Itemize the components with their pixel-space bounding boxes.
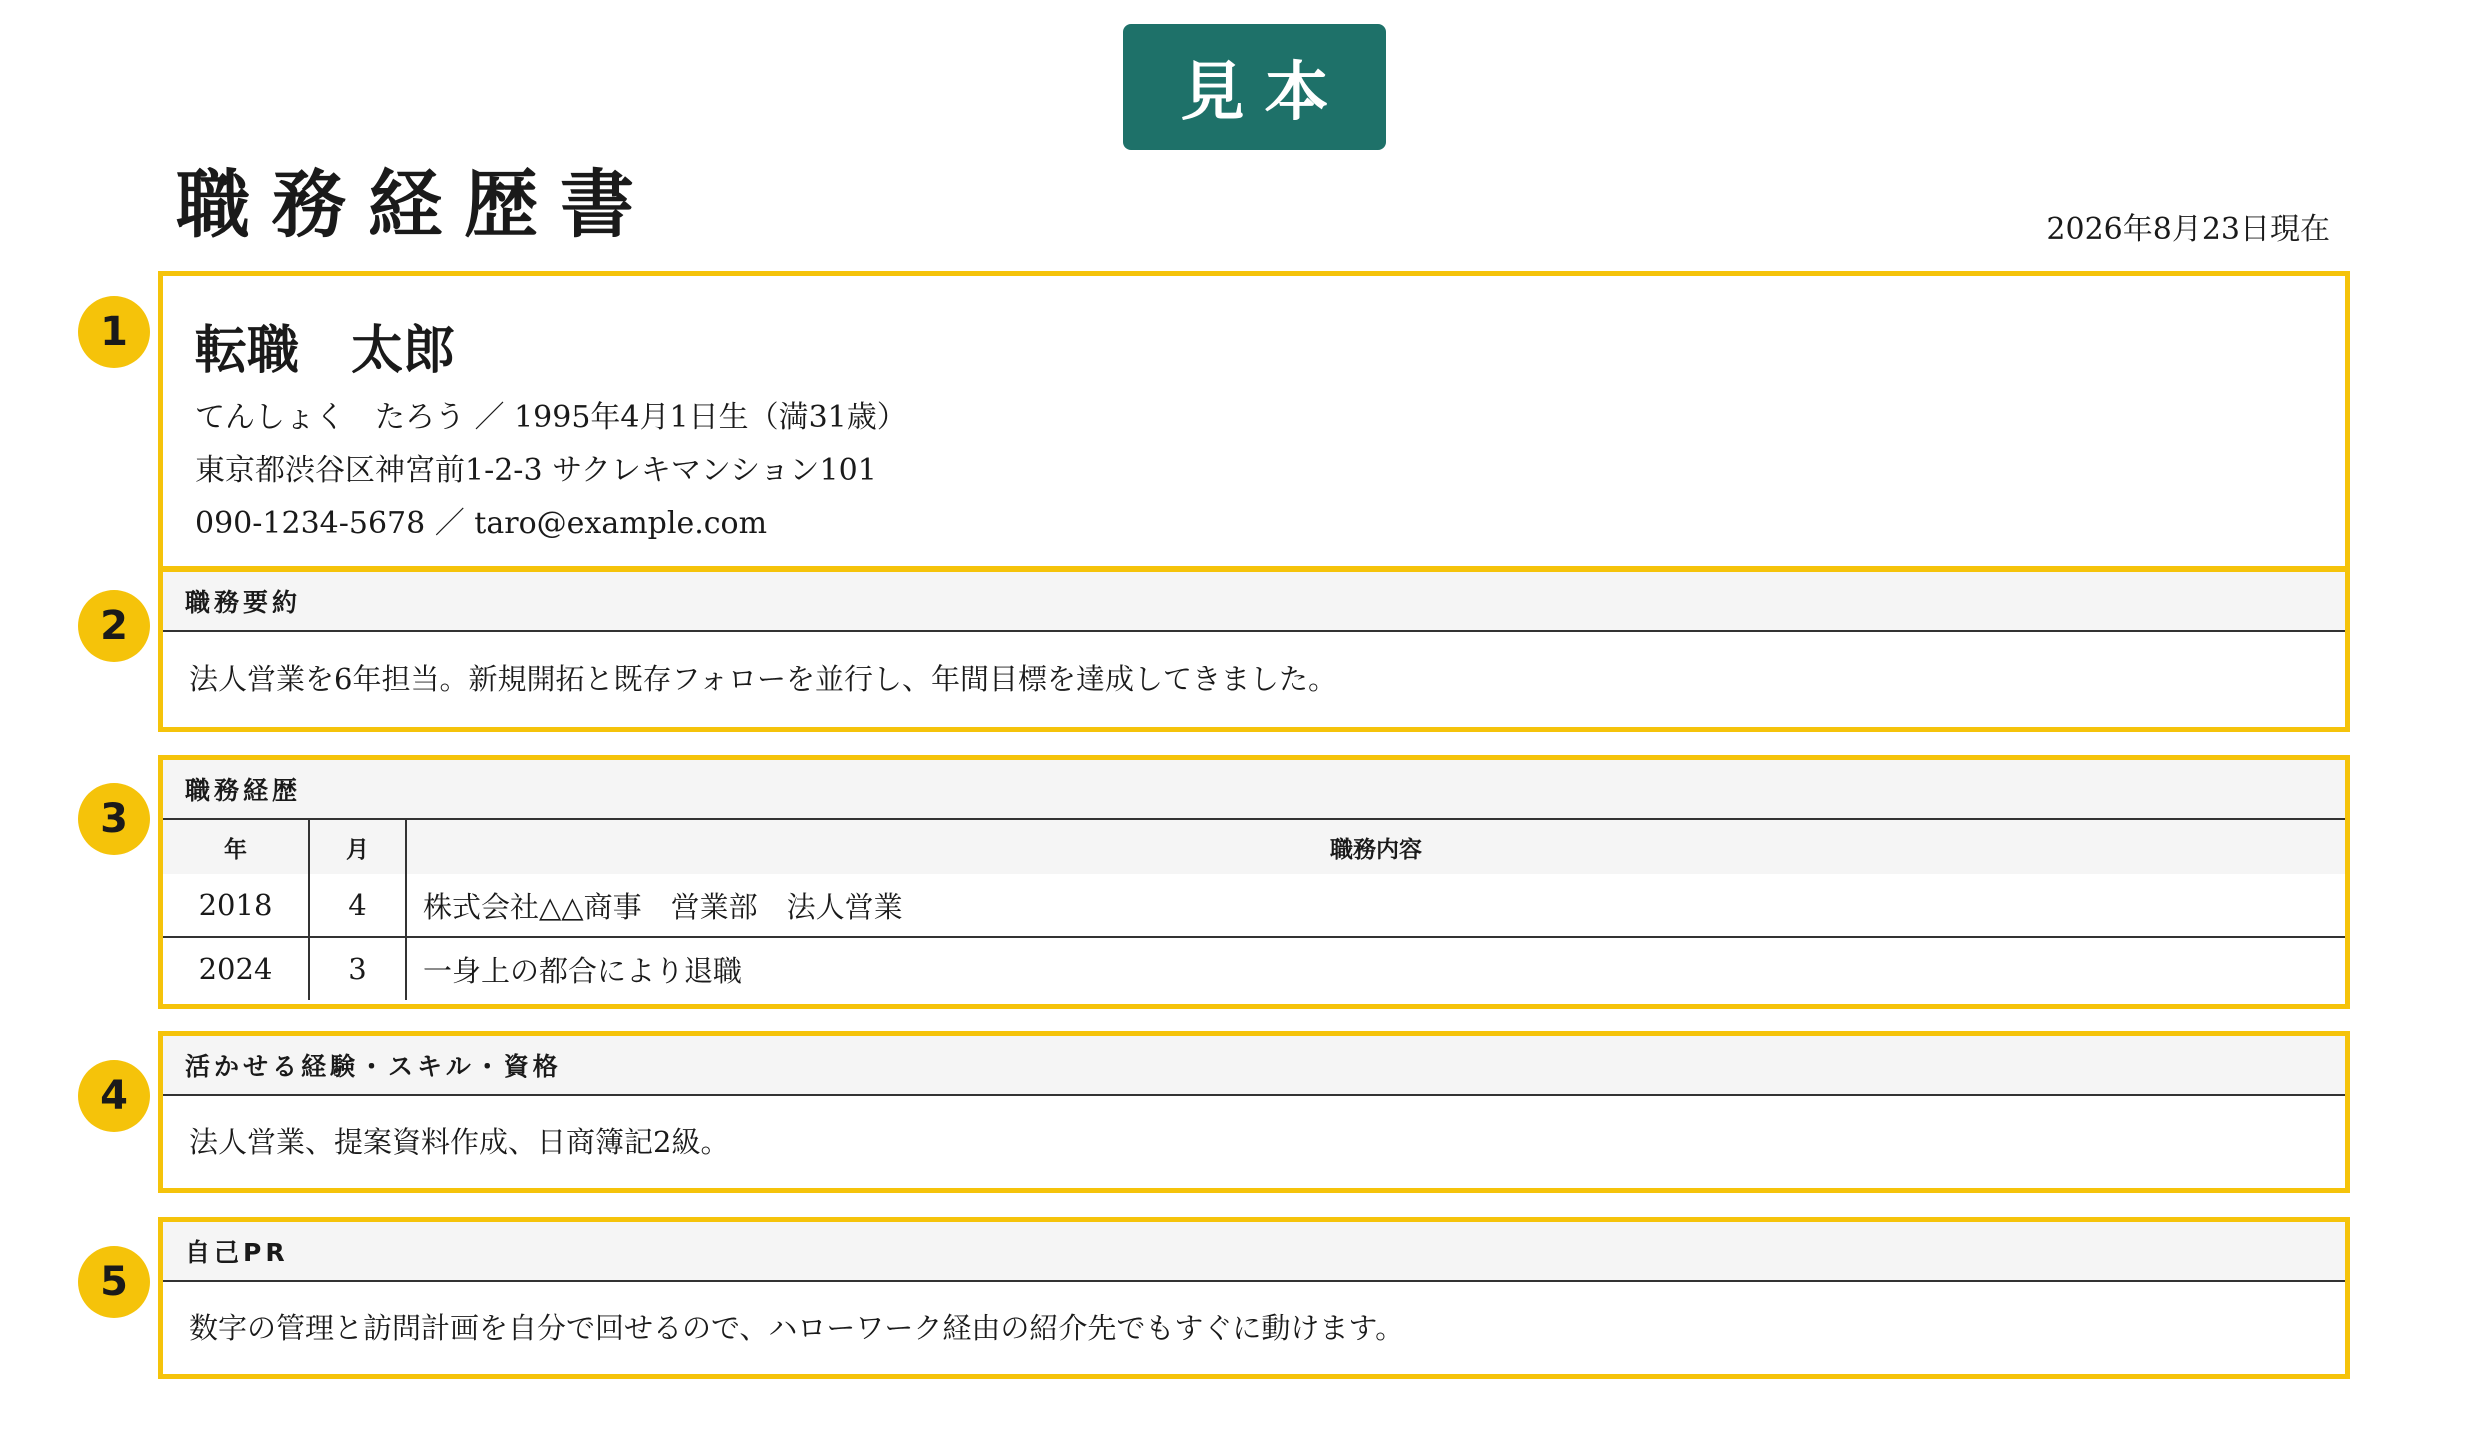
sample-stamp: 見本 [1123,24,1386,150]
summary-heading: 職務要約 [163,572,2345,632]
skills-text: 法人営業、提案資料作成、日商簿記2級。 [189,1124,730,1159]
cell-month: 4 [309,874,406,937]
as-of-date: 2026年8月23日現在 [2046,212,2330,247]
cell-year: 2018 [163,874,309,937]
section-number-badge-2: 2 [78,590,150,662]
section-number-badge-5: 5 [78,1246,150,1318]
kana-and-birthdate: てんしょく たろう ／ 1995年4月1日生（満31歳） [195,400,907,435]
column-header-content: 職務内容 [406,820,2345,874]
document-title: 職務経歴書 [176,162,656,248]
self-pr-text: 数字の管理と訪問計画を自分で回せるので、ハローワーク経由の紹介先でもすぐに動けます。 [189,1310,1405,1345]
summary-section [158,567,2350,732]
profile-section [158,271,2350,571]
cell-content: 株式会社△△商事 営業部 法人営業 [423,889,903,924]
section-number-badge-3: 3 [78,783,150,855]
column-header-year: 年 [163,820,309,874]
cell-content: 一身上の都合により退職 [406,937,2345,1000]
career-table-header-row [163,820,2345,874]
person-name: 転職 太郎 [195,320,456,381]
self-pr-heading: 自己PR [163,1222,2345,1282]
career-section [158,755,2350,1009]
career-table [163,820,2345,1000]
skills-section [158,1031,2350,1193]
column-header-month: 月 [309,820,406,874]
table-row [163,874,2345,937]
contact-info: 090-1234-5678 ／ taro@example.com [195,506,768,541]
self-pr-section [158,1217,2350,1379]
table-row [163,937,2345,1000]
cell-year: 2024 [163,937,309,1000]
section-number-badge-4: 4 [78,1060,150,1132]
section-number-badge-1: 1 [78,296,150,368]
summary-text: 法人営業を6年担当。新規開拓と既存フォローを並行し、年間目標を達成してきました。 [189,661,1338,696]
skills-heading: 活かせる経験・スキル・資格 [163,1036,2345,1096]
cell-month: 3 [309,937,406,1000]
address: 東京都渋谷区神宮前1-2-3 サクレキマンション101 [195,453,877,488]
career-heading: 職務経歴 [163,760,2345,820]
